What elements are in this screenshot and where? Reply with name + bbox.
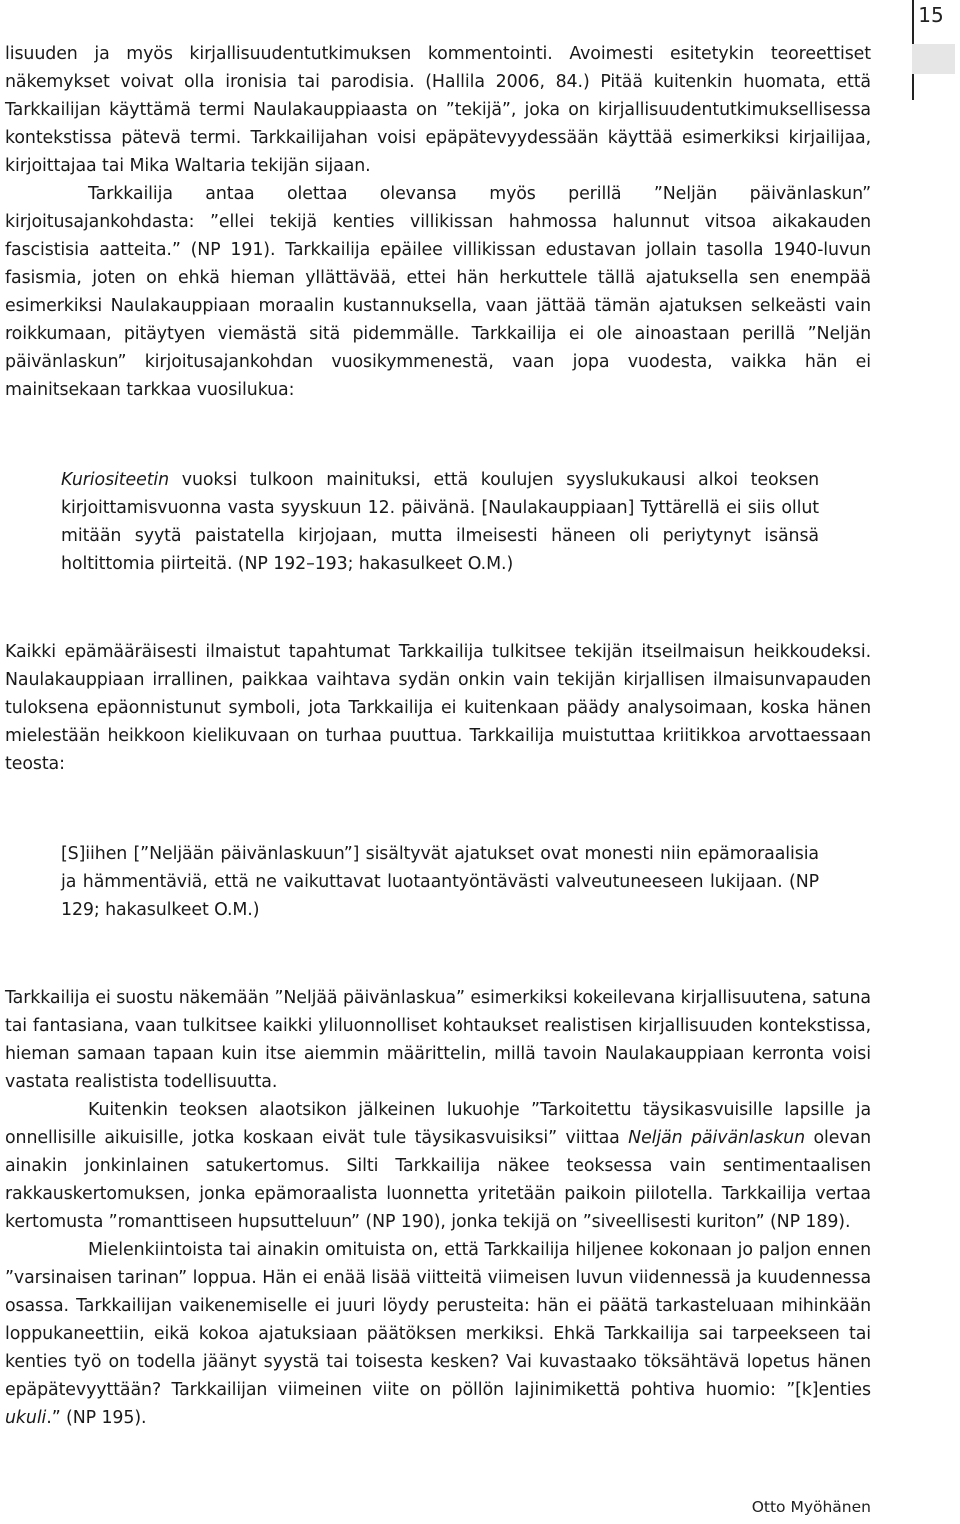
paragraph-5-italic-title: Neljän päivänlaskun: [628, 1128, 806, 1148]
page-number: 15: [918, 3, 944, 27]
paragraph-4: Tarkkailija ei suostu näkemään ”Neljää päivänlaskua” esimerkiksi kokeilevana kirjallisuutena, satuna tai fantasiana, vaan tulkitsee kaikki yliluonnolliset kohtaukset realistisen kirjallisuuden kontekstissa, hieman samaan tapaan kuin itse aiemmin määrittelin, millä tavoin Naulakauppiaan kerronta voisi vastata realistista todellisuutta.: [5, 988, 871, 1092]
paragraph-5-text-b: olevan ainakin jonkinlainen satukertomus. Silti Tarkkailija näkee teoksessa vain sentimentaalisen rakkauskertomuksen, jonka epämoraalista luonnetta yritetään paikoin piilotella. Tarkkailija vertaa kertomusta ”romanttiseen hupsutteluun” (NP 190), jonka tekijä on ”siveellisesti kuriton” (NP 189).: [5, 1128, 871, 1232]
page-body: [5, 40, 871, 1432]
author-footer: Otto Myöhänen: [751, 1498, 871, 1516]
paragraph-3: Kaikki epämääräisesti ilmaistut tapahtumat Tarkkailija tulkitsee tekijän itseilmaisun heikkoudeksi. Naulakauppiaan irrallinen, paikkaa vaihtava sydän onkin vain tekijän kirjallisen ilmaisunvapauden tuloksena epäonnistunut symboli, jota Tarkkailija ei kuitenkaan päädy analysoimaan, koska hänen mielestään heikkoon kielikuvaan on turhaa puuttua. Tarkkailija muistuttaa kriitikkoa arvottaessaan teosta:: [5, 642, 871, 774]
spacer: [5, 778, 871, 840]
paragraph-6: [5, 1236, 871, 1432]
paragraph-2: Tarkkailija antaa olettaa olevansa myös perillä ”Neljän päivänlaskun” kirjoitusajankohdasta: ”ellei tekijä kenties villikissan hahmossa halunnut vitsoa aikakauden fascistisia aatteita.” (NP 191). Tarkkailija epäilee villikissan edustavan jollain tasolla 1940-luvun fasismia, joten on ehkä hieman yllättävää, ettei hän herkuttele tällä ajatuksella sen enempää esimerkiksi Naulakauppiaan moraalin kustannuksella, vaan jättää tämän ajatuksen selkeästi vain roikkumaan, pitäytyen viemästä sitä pidemmälle. Tarkkailija ei ole ainoastaan perillä ”Neljän päivänlaskun” kirjoitusajankohdan vuosikymmenestä, vaan jopa vuodesta, vaikka hän ei mainitsekaan tarkkaa vuosilukua:: [5, 184, 871, 400]
paragraph-6-italic-word: ukuli: [5, 1408, 47, 1428]
spacer: [5, 404, 871, 466]
page-number-bar: [912, 44, 955, 74]
paragraph-5-text-a: Kuitenkin teoksen alaotsikon jälkeinen lukuohje ”Tarkoitettu täysikasvuisille lapsille ja onnellisille aikuisille, jotka koskaan eivät tule täysikasvuisiksi” viittaa: [5, 1100, 871, 1148]
spacer: [5, 924, 871, 984]
paragraph-5: [5, 1096, 871, 1236]
paragraph-6-text-b: .” (NP 195).: [46, 1408, 147, 1428]
block-quote-2: [S]iihen [”Neljään päivänlaskuun”] sisältyvät ajatukset ovat monesti niin epämoraalisia ja hämmentäviä, että ne vaikuttavat luotaantyöntävästi valveutuneeseen lukijaan. (NP 129; hakasulkeet O.M.): [61, 844, 819, 920]
quote-1-italic-word: Kuriositeetin: [61, 470, 170, 490]
quote-1-text: vuoksi tulkoon mainituksi, että koulujen syyslukukausi alkoi teoksen kirjoittamisvuonna vasta syyskuun 12. päivänä. [Naulakauppiaan] Tyttärellä ei siis ollut mitään syytä paistatella kirjojaan, mutta ilmeisesti häneen oli periytynyt isänsä holtittomia piirteitä. (NP 192–193; hakasulkeet O.M.): [61, 470, 819, 574]
paragraph-6-text-a: Mielenkiintoista tai ainakin omituista on, että Tarkkailija hiljenee kokonaan jo paljon ennen ”varsinaisen tarinan” loppua. Hän ei enää lisää viitteitä viimeisen luvun viidennessä ja kuudennessa osassa. Tarkkailijan vaikenemiselle ei juuri löydy perusteita: hän ei päätä tarkasteluaan mihinkään loppukaneettiin, eikä kokoa ajatuksiaan päätöksen merkiksi. Ehkä Tarkkailija sai tarpeekseen tai kenties työ on todella jäänyt syystä tai toisesta kesken? Vai kuvastaako töksähtävä lopetus hänen epäpätevyyttään? Tarkkailijan viimeinen viite on pöllön lajinimikettä pohtiva huomio: ”[k]enties: [5, 1240, 871, 1400]
spacer: [5, 578, 871, 638]
block-quote-1: [5, 466, 871, 578]
paragraph-1: lisuuden ja myös kirjallisuudentutkimuksen kommentointi. Avoimesti esitetykin teoreettiset näkemykset voivat olla ironisia tai parodisia. (Hallila 2006, 84.) Pitää kuitenkin huomata, että Tarkkailijan käyttämä termi Naulakauppiaasta on ”tekijä”, joka on kirjallisuudentutkimuksellisessa kontekstissa pätevä termi. Tarkkailijahan voisi epäpätevyydessään käyttää esimerkiksi kirjailijaa, kirjoittajaa tai Mika Waltaria tekijän sijaan.: [5, 44, 871, 176]
